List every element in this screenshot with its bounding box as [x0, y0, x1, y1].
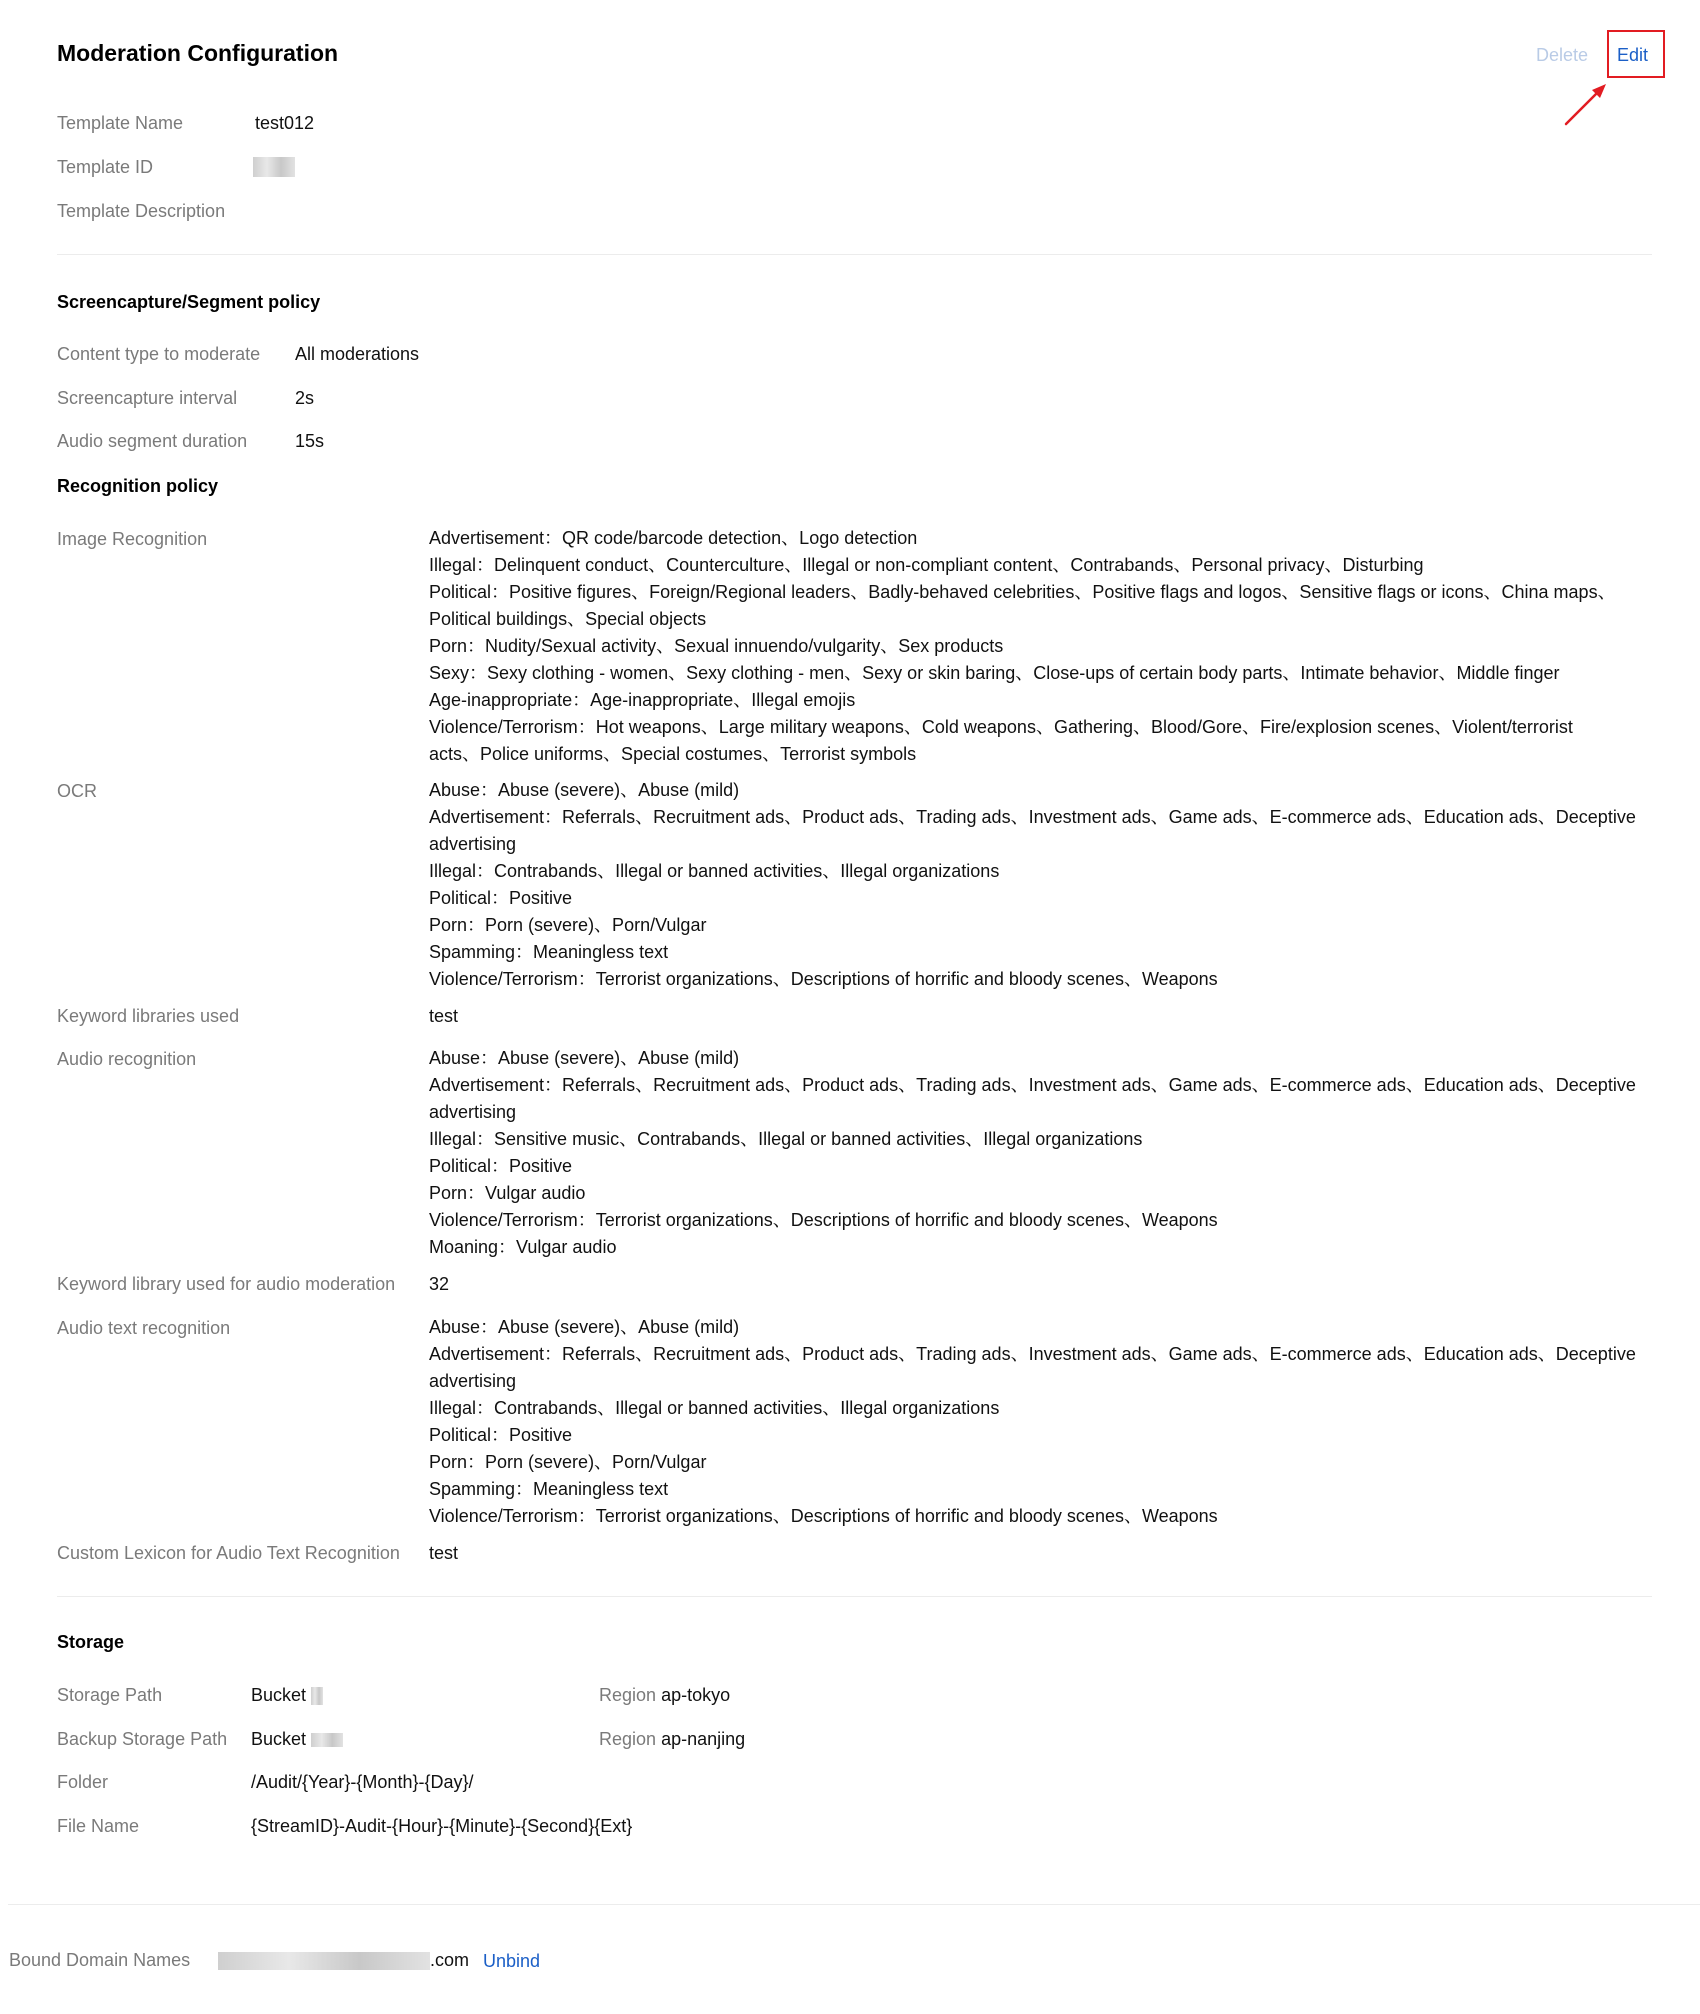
content-type-value: All moderations [295, 344, 420, 364]
list-item: Porn：Vulgar audio [429, 1183, 586, 1203]
list-item: Abuse：Abuse (severe)、Abuse (mild) [429, 780, 740, 800]
audio-segment-label: Audio segment duration [57, 431, 248, 451]
list-item: acts、Police uniforms、Special costumes、Terrorist symbols [429, 744, 917, 764]
domain-redacted [218, 1952, 430, 1970]
folder-label: Folder [57, 1772, 109, 1792]
template-name-label: Template Name [57, 113, 184, 133]
list-item: Age-inappropriate：Age-inappropriate、Illegal emojis [429, 690, 856, 710]
storage-region [599, 1685, 730, 1706]
custom-lexicon-value: test [429, 1543, 459, 1563]
list-item: Political：Positive [429, 1425, 573, 1445]
file-name-label: File Name [57, 1816, 140, 1836]
keyword-libraries-value: test [429, 1006, 459, 1026]
content-type-label: Content type to moderate [57, 344, 261, 364]
audio-recognition-label: Audio recognition [57, 1049, 197, 1069]
region-value: ap-tokyo [661, 1685, 731, 1705]
backup-region [599, 1729, 745, 1750]
ocr-value [429, 777, 1639, 993]
audio-text-recognition-label: Audio text recognition [57, 1318, 231, 1338]
list-item: Moaning：Vulgar audio [429, 1237, 617, 1257]
backup-storage-path-label: Backup Storage Path [57, 1729, 228, 1749]
list-item: Violence/Terrorism：Hot weapons、Large military weapons、Cold weapons、Gathering、Blood/Gore、Fire/explosion scenes、Violent/terrorist [429, 717, 1573, 737]
list-item: Illegal：Contrabands、Illegal or banned activities、Illegal organizations [429, 861, 1000, 881]
list-item: Illegal：Contrabands、Illegal or banned activities、Illegal organizations [429, 1398, 1000, 1418]
bound-domain-value [218, 1950, 469, 1971]
recognition-section-title: Recognition policy [57, 476, 219, 496]
storage-section-title: Storage [57, 1632, 125, 1652]
custom-lexicon-label: Custom Lexicon for Audio Text Recognition [57, 1543, 400, 1563]
template-id-label: Template ID [57, 157, 154, 177]
list-item: Advertisement：Referrals、Recruitment ads、Product ads、Trading ads、Investment ads、Game ads、E-commerce ads、Education ads、Deceptive [429, 1344, 1636, 1364]
list-item: Advertisement：QR code/barcode detection、Logo detection [429, 528, 918, 548]
list-item: Political：Positive [429, 1156, 573, 1176]
screencapture-interval-label: Screencapture interval [57, 388, 238, 408]
list-item: Political buildings、Special objects [429, 609, 707, 629]
audio-keyword-value: 32 [429, 1274, 450, 1294]
storage-path-bucket [251, 1685, 323, 1706]
template-description-label: Template Description [57, 201, 226, 221]
unbind-link[interactable]: Unbind [483, 1951, 541, 1971]
divider [57, 254, 1652, 255]
screencapture-interval-value: 2s [295, 388, 315, 408]
image-recognition-value [429, 525, 1639, 768]
bucket-label: Bucket [251, 1685, 307, 1705]
backup-storage-bucket [251, 1729, 343, 1750]
list-item: advertising [429, 834, 517, 854]
list-item: Violence/Terrorism：Terrorist organizations、Descriptions of horrific and bloody scenes、Weapons [429, 1506, 1218, 1526]
bucket-redacted [311, 1687, 323, 1705]
file-name-value: {StreamID}-Audit-{Hour}-{Minute}-{Second}{Ext} [251, 1816, 633, 1836]
audio-text-recognition-value [429, 1314, 1639, 1530]
image-recognition-label: Image Recognition [57, 529, 208, 549]
bucket-redacted [311, 1733, 343, 1747]
arrow-annotation-icon [1562, 82, 1610, 128]
list-item: Political：Positive figures、Foreign/Regional leaders、Badly-behaved celebrities、Positive flags and logos、Sensitive flags or icons、China maps、 [429, 582, 1616, 602]
list-item: Abuse：Abuse (severe)、Abuse (mild) [429, 1048, 740, 1068]
list-item: Violence/Terrorism：Terrorist organizations、Descriptions of horrific and bloody scenes、Weapons [429, 969, 1218, 989]
folder-value: /Audit/{Year}-{Month}-{Day}/ [251, 1772, 474, 1792]
list-item: Spamming：Meaningless text [429, 1479, 669, 1499]
list-item: advertising [429, 1371, 517, 1391]
audio-segment-value: 15s [295, 431, 325, 451]
domain-suffix: .com [430, 1950, 470, 1970]
storage-path-label: Storage Path [57, 1685, 163, 1705]
list-item: Advertisement：Referrals、Recruitment ads、Product ads、Trading ads、Investment ads、Game ads、E-commerce ads、Education ads、Deceptive [429, 1075, 1636, 1095]
region-label: Region [599, 1729, 657, 1749]
list-item: Illegal：Sensitive music、Contrabands、Illegal or banned activities、Illegal organizations [429, 1129, 1143, 1149]
list-item: Violence/Terrorism：Terrorist organizations、Descriptions of horrific and bloody scenes、Weapons [429, 1210, 1218, 1230]
list-item: Porn：Porn (severe)、Porn/Vulgar [429, 915, 707, 935]
page-title: Moderation Configuration [57, 40, 339, 66]
list-item: Illegal：Delinquent conduct、Counterculture、Illegal or non-compliant content、Contrabands、Personal privacy、Disturbing [429, 555, 1424, 575]
audio-recognition-value [429, 1045, 1639, 1261]
audio-keyword-label: Keyword library used for audio moderation [57, 1274, 396, 1294]
list-item: Political：Positive [429, 888, 573, 908]
list-item: Advertisement：Referrals、Recruitment ads、Product ads、Trading ads、Investment ads、Game ads、E-commerce ads、Education ads、Deceptive [429, 807, 1636, 827]
delete-button[interactable]: Delete [1536, 45, 1589, 65]
keyword-libraries-label: Keyword libraries used [57, 1006, 240, 1026]
divider [8, 1904, 1700, 1905]
list-item: Abuse：Abuse (severe)、Abuse (mild) [429, 1317, 740, 1337]
list-item: Spamming：Meaningless text [429, 942, 669, 962]
divider [57, 1596, 1652, 1597]
bucket-label: Bucket [251, 1729, 307, 1749]
bound-domains-label: Bound Domain Names [9, 1950, 191, 1970]
list-item: advertising [429, 1102, 517, 1122]
edit-button[interactable]: Edit [1617, 45, 1649, 65]
list-item: Porn：Porn (severe)、Porn/Vulgar [429, 1452, 707, 1472]
list-item: Sexy：Sexy clothing - women、Sexy clothing - men、Sexy or skin baring、Close-ups of certain body parts、Intimate behavior、Middle finger [429, 663, 1560, 683]
region-value: ap-nanjing [661, 1729, 746, 1749]
screencapture-section-title: Screencapture/Segment policy [57, 292, 321, 312]
region-label: Region [599, 1685, 657, 1705]
template-name-value: test012 [255, 113, 315, 133]
ocr-label: OCR [57, 781, 97, 801]
template-id-redacted [253, 157, 295, 177]
list-item: Porn：Nudity/Sexual activity、Sexual innuendo/vulgarity、Sex products [429, 636, 1004, 656]
